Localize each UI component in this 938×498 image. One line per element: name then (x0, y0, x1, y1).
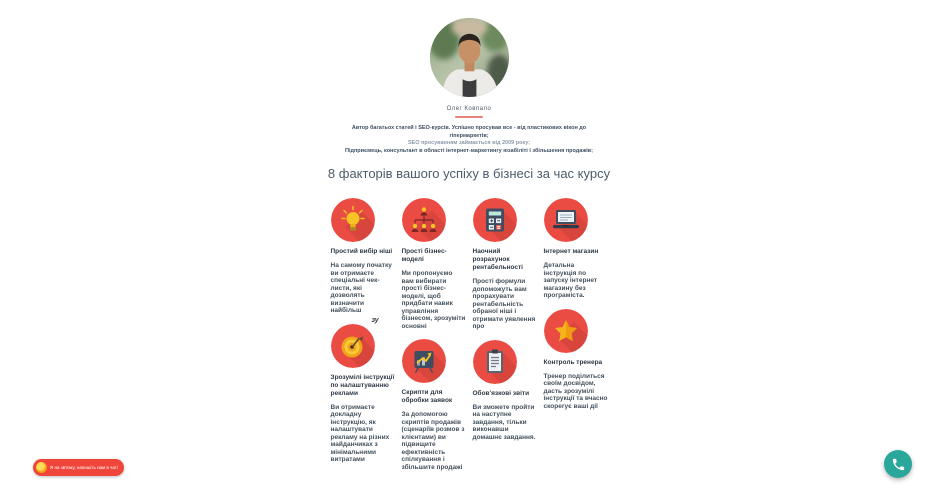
whatsapp-phone-icon (891, 457, 906, 472)
target-icon (331, 316, 379, 368)
feature-title: Контроль тренера (543, 358, 603, 366)
feature-card (330, 316, 395, 469)
feature-description: На самому початку ви отримаєте спеціальні чек-листи, які дозволять визначити найбільш (330, 262, 392, 314)
feature-card (331, 194, 395, 320)
bio-block (338, 125, 600, 155)
avatar (430, 18, 509, 97)
feature-description: Тренер поділиться своїм досвідом, дасть зрозумілі інструкції та вчасно скорегує ваші дії (543, 372, 608, 410)
org-chart-icon (402, 198, 446, 242)
chat-button[interactable] (884, 450, 912, 478)
feature-description: Детальна інструкція по запуску інтернет магазину без програміста. (543, 262, 598, 299)
feature-card (402, 194, 466, 335)
notification-dot-icon (36, 462, 47, 473)
person-name: Олег Ковпало (446, 106, 492, 112)
feature-title: Інтернет магазин (543, 248, 599, 255)
feature-description: Ми пропонуємо вам вибирати прості бізнес-моделі, щоб придбати навик управління бізнесом, зрозуміти основні (401, 270, 466, 330)
feature-title: Обов'язкові звіти (472, 389, 530, 397)
feature-card (473, 194, 537, 336)
lightbulb-icon (331, 198, 375, 242)
feature-column (331, 194, 395, 469)
notification-pill[interactable] (33, 459, 124, 476)
feature-title: Простий вибір ніші (330, 248, 393, 255)
name-divider (455, 116, 483, 118)
growth-chart-icon (402, 339, 446, 383)
feature-column (402, 194, 466, 476)
feature-card (402, 335, 466, 476)
stray-text-fragment: зу (371, 316, 379, 324)
laptop-icon (544, 198, 588, 242)
feature-column (544, 194, 608, 415)
feature-description: Ви зможете пройти на наступне завдання, тільки виконавши домашнє завдання. (472, 403, 536, 441)
feature-card (544, 305, 608, 416)
feature-card (473, 336, 537, 447)
feature-card (544, 194, 608, 305)
calculator-icon (473, 198, 517, 242)
notification-text: Я на зв'язку, напишіть нам в чаті (50, 465, 118, 470)
report-icon (473, 340, 517, 384)
feature-title: Скрипти для обробки заявок (401, 389, 453, 404)
bio-line: Автор багатьох статей і SEO-курсів. Успішно просував все - від пластикових вікон до гіпермаркетів; (351, 125, 587, 139)
section-heading: 8 факторів вашого успіху в бізнесі за час курсу (327, 166, 611, 181)
feature-title: Наочний розрахунок рентабельності (472, 248, 523, 271)
bio-line: Підприємець, консультант в області інтернет-маркетингу юзабіліті і збільшення продажів; (345, 147, 593, 154)
bio-line: SEO просуванням займається від 2009 року; (407, 140, 531, 146)
feature-description: Ви отримаєте докладну інструкцію, як налаштувати рекламу на різних майданчиках з мінімальними витратами (330, 403, 390, 463)
feature-title: Прості бізнес-моделі (401, 248, 447, 263)
feature-description: Прості формули допоможуть вам прорахувати рентабельність обраної ніші і отримати уявлення про (472, 278, 536, 330)
feature-column (473, 194, 537, 446)
feature-description: За допомогою скриптів продажів (сценаріїв розмов з клієнтами) ви підвищите ефективність спілкування і збільшите продажі (401, 411, 465, 471)
star-icon (544, 309, 588, 353)
feature-title: Зрозумілі інструкції по налаштуванню реклами (330, 373, 395, 397)
features-grid (331, 194, 608, 476)
